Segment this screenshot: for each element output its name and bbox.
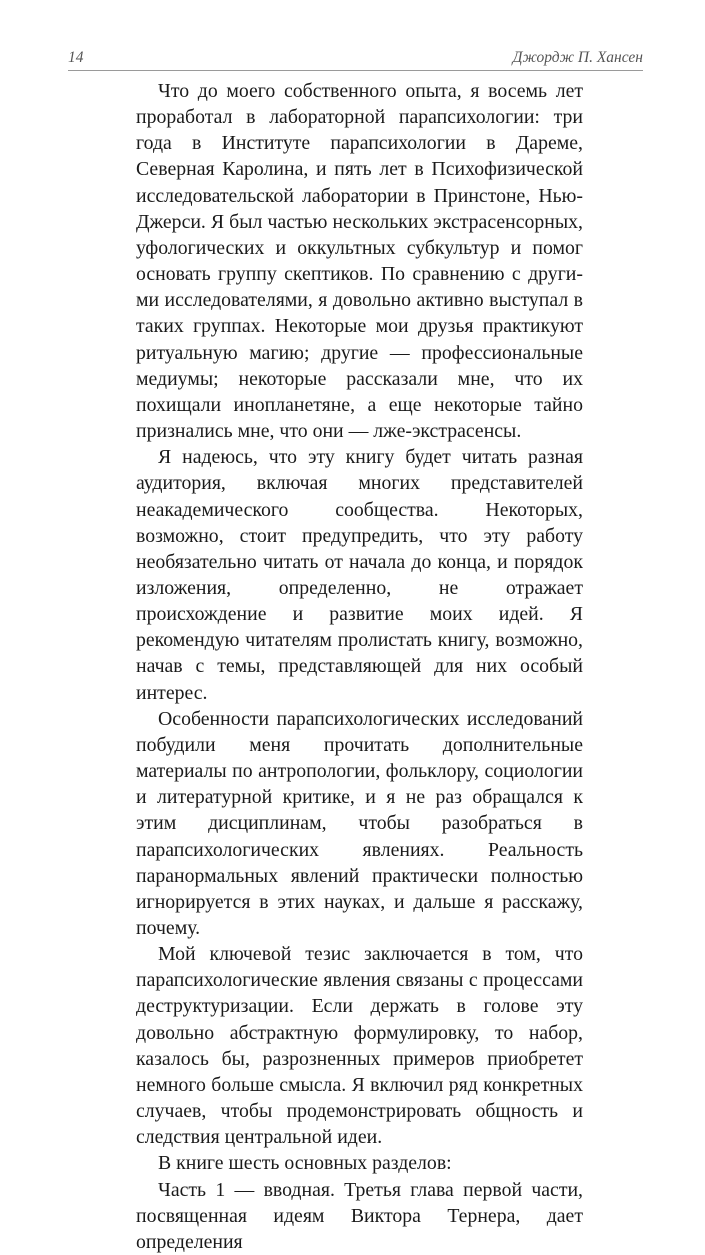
running-header — [68, 46, 643, 71]
running-header-author: Джордж П. Хансен — [512, 49, 643, 66]
body-text — [136, 78, 583, 1255]
paragraph: В книге шесть основных разделов: — [158, 1152, 452, 1175]
page-number: 14 — [68, 49, 84, 66]
paragraph: Что до моего собственного опыта, я восемь лет проработал в лабораторной парапсихологии: три года в Институте парапсихологии в Дареме, Северная Каролина, и пять лет в Психофизической исследовательской лаборатории в Принстоне, Нью-Джерси. Я был частью нескольких экстрасенсорных, уфологических и оккультных субкультур и помог основать группу скептиков. По сравнению с другими исследователями, я довольно активно выступал в таких группах. Некоторые мои друзья практикуют ритуальную магию; другие — профессиональные медиумы; некоторые рассказали мне, что их похищали инопланетяне, а еще некоторые тайно признались мне, что они — лже-экстрасенсы. — [136, 80, 583, 443]
paragraph: Особенности парапсихологических исследований побудили меня прочитать дополнительные материалы по антропологии, фольклору, социологии и литературной критике, и я не раз обращался к этим дисциплинам, чтобы разобраться в парапсихологических явлениях. Реальность паранормальных явлений практически полностью игнорируется в этих науках, и дальше я расскажу, почему. — [136, 707, 583, 939]
paragraph: Я надеюсь, что эту книгу будет читать разная аудитория, включая многих представителей неакадемического сообщества. Некоторых, возможно, стоит предупредить, что эту работу необязательно читать от начала до конца, и порядок изложения, определенно, не отражает происхождение и развитие моих идей. Я рекомендую читателям пролистать книгу, возможно, начав с темы, представляющей для них особый интерес. — [136, 446, 583, 704]
paragraph: Мой ключевой тезис заключается в том, что парапсихологические явления связаны с процессами деструктуризации. Если держать в голове эту довольно абстрактную формулировку, то набор, казалось бы, разрозненных примеров приобретет немного больше смысла. Я включил ряд конкретных случаев, чтобы продемонстрировать общность и следствия центральной идеи. — [136, 943, 583, 1149]
paragraph: Часть 1 — вводная. Третья глава первой части, посвященная идеям Виктора Тернера, дает определения — [136, 1178, 583, 1253]
